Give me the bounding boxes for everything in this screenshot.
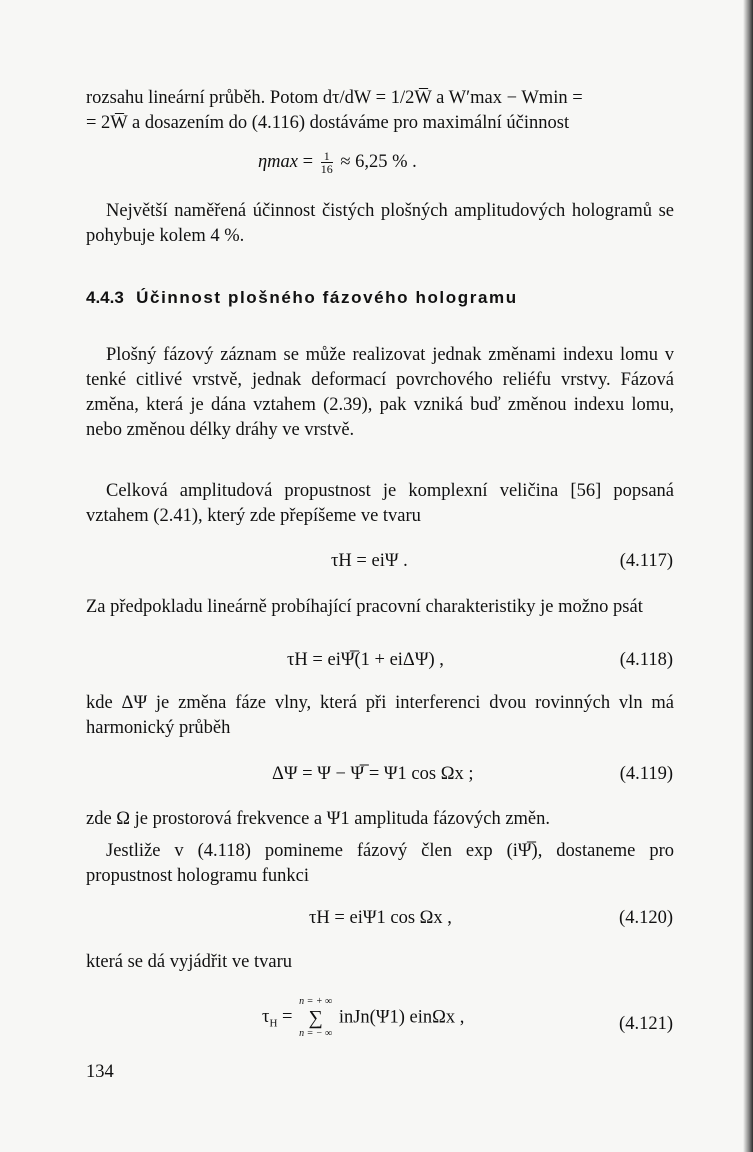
- equation-4-117: τH = eiΨ .: [331, 551, 408, 571]
- section-title: Účinnost plošného fázového hologramu: [136, 288, 518, 307]
- page-number: 134: [86, 1062, 114, 1082]
- tau-h-symbol: $\tau_H$ =: [262, 1007, 293, 1030]
- paragraph-1-line-2: = 2W̅ a dosazením do (4.116) dostáváme pro maximální účinnost: [86, 113, 570, 133]
- equation-number-4-118: (4.118): [619, 650, 673, 670]
- eta-max-value: ≈ 6,25 % .: [340, 152, 417, 172]
- paragraph-2: Největší naměřená účinnost čistých plošných amplitudových hologramů se pohybuje kolem 4 %.: [86, 201, 674, 246]
- page-edge-shadow: [743, 0, 753, 1152]
- fraction-numerator: 1: [321, 150, 333, 163]
- fraction-one-sixteenth: [321, 150, 333, 175]
- equation-eta-max: ηmax = $\frac{1}{16}$ ≈ 6,25 % .: [258, 149, 417, 177]
- paragraph-5: Za předpokladu lineárně probíhající pracovní charakteristiky je možno psát: [86, 597, 643, 617]
- sum-upper-limit: n = + ∞: [299, 996, 333, 1007]
- paragraph-9: která se dá vyjádřit ve tvaru: [86, 952, 292, 972]
- paragraph-3: Plošný fázový záznam se může realizovat jednak změnami indexu lomu v tenké citlivé vrstvě, jednak deformací povrchového reliéfu vrstvy. Fázová změna, která je dána vztahem (2.39), pak vzniká buď změnou indexu lomu, nebo změnou délky dráhy ve vrstvě.: [86, 345, 674, 440]
- sum-lower-limit: n = − ∞: [299, 1028, 333, 1039]
- sum-term: inJn(Ψ1) einΩx ,: [338, 1007, 465, 1028]
- fraction-denominator: 16: [320, 162, 333, 177]
- sigma-icon: ∑: [308, 1007, 323, 1029]
- paragraph-8: Jestliže v (4.118) pomineme fázový člen exp (iΨ̅), dostaneme pro propustnost hologramu funkci: [86, 841, 674, 886]
- equation-number-4-117: (4.117): [619, 551, 673, 571]
- section-number: 4.4.3: [86, 288, 124, 307]
- summation: [299, 996, 332, 1040]
- equation-4-121: [262, 996, 464, 1040]
- equation-4-120: τH = eiΨ1 cos Ωx ,: [309, 908, 452, 928]
- equation-4-118: τH = eiΨ̅(1 + eiΔΨ) ,: [287, 650, 444, 670]
- equation-4-119: ΔΨ = Ψ − Ψ̅ = Ψ1 cos Ωx ;: [272, 764, 474, 784]
- equation-number-4-121: (4.121): [619, 1014, 673, 1034]
- paragraph-1-line-1: rozsahu lineární průběh. Potom dτ/dW = 1/2W̅ a W′max − Wmin =: [86, 88, 583, 108]
- section-heading: [86, 288, 518, 308]
- eta-max-symbol: ηmax: [258, 152, 298, 172]
- paragraph-7: zde Ω je prostorová frekvence a Ψ1 amplituda fázových změn.: [86, 809, 551, 829]
- paragraph-4: Celková amplitudová propustnost je komplexní veličina [56] popsaná vztahem (2.41), který zde přepíšeme ve tvaru: [86, 481, 674, 526]
- paragraph-6: kde ΔΨ je změna fáze vlny, která při interferenci dvou rovinných vln má harmonický průběh: [86, 693, 674, 738]
- equation-number-4-120: (4.120): [619, 908, 673, 928]
- equation-number-4-119: (4.119): [619, 764, 673, 784]
